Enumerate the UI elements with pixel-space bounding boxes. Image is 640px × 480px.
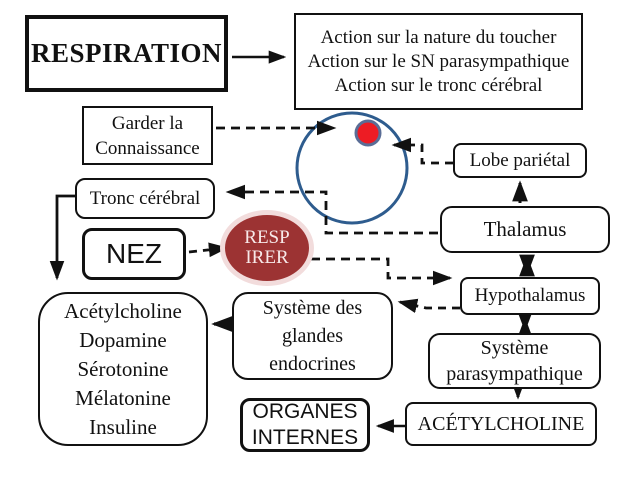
arrow-tronc-to-neurotransmitters: [57, 196, 75, 278]
neuro-line: Mélatonine: [75, 385, 171, 410]
dashed-hypothalamus-to-glandes: [400, 302, 460, 308]
respirer-ellipse: [220, 210, 314, 286]
action-line: Action sur la nature du toucher: [320, 26, 557, 48]
garder-line: Connaissance: [95, 137, 200, 159]
syspara-line: Système: [480, 337, 549, 359]
organes-line: ORGANES: [252, 400, 358, 423]
thalamus-box: [440, 206, 610, 253]
respiration-label: RESPIRATION: [30, 38, 223, 69]
nez-label: NEZ: [106, 237, 162, 269]
nez-box: [82, 228, 186, 280]
syspara-line: parasympathique: [446, 363, 583, 385]
hypothalamus-label: Hypothalamus: [474, 285, 586, 307]
neuro-line: Dopamine: [79, 327, 167, 352]
neuro-line: Acétylcholine: [64, 298, 182, 323]
neuro-line: Insuline: [89, 414, 157, 439]
lobe-parietal-box: [453, 143, 587, 178]
glandes-line: Système des: [262, 297, 363, 319]
neuro-line: Sérotonine: [77, 356, 169, 381]
red-dot-icon: [356, 121, 380, 145]
head-circle-icon: [297, 113, 407, 223]
glandes-line: glandes: [281, 325, 344, 347]
acetylcholine-label: ACÉTYLCHOLINE: [417, 412, 585, 435]
glandes-endocrines-box: [232, 292, 393, 380]
garder-line: Garder la: [111, 112, 184, 134]
hypothalamus-box: [460, 277, 600, 315]
garder-connaissance-box: [82, 106, 213, 165]
action-line: Action sur le tronc cérébral: [334, 74, 543, 96]
action-line: Action sur le SN parasympathique: [307, 50, 570, 72]
action-effects-box: [294, 13, 583, 110]
glandes-line: endocrines: [269, 353, 356, 375]
acetylcholine-box: [405, 402, 597, 446]
neurotransmitters-box: [38, 292, 208, 446]
organes-line: INTERNES: [251, 426, 359, 449]
dashed-lobe-to-reddot: [394, 145, 453, 163]
tronc-cerebral-box: [75, 178, 215, 219]
respirer-line: IRER: [245, 247, 289, 268]
respirer-line: RESP: [244, 227, 290, 248]
respiration-box: [25, 15, 228, 92]
organes-internes-box: [240, 398, 370, 452]
systeme-parasympathique-box: [428, 333, 601, 389]
thalamus-label: Thalamus: [483, 216, 567, 241]
dashed-respirer-to-hypothalamus: [311, 259, 450, 278]
tronc-label: Tronc cérébral: [89, 187, 201, 209]
lobe-label: Lobe pariétal: [469, 149, 571, 171]
